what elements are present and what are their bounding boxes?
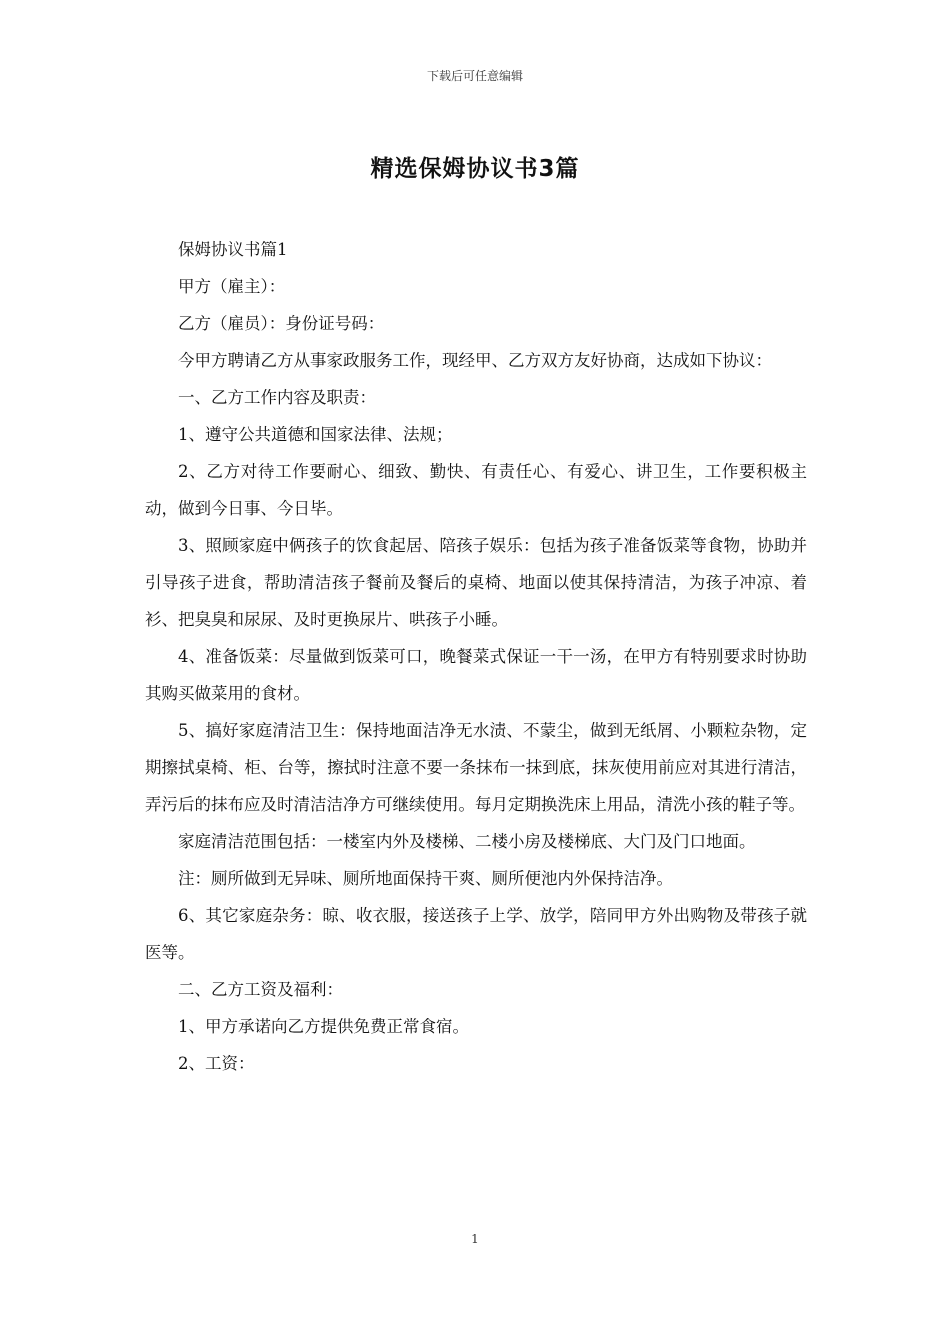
paragraph: 2、乙方对待工作要耐心、细致、勤快、有责任心、有爱心、讲卫生，工作要积极主动，做到今日事、今日毕。 [145, 462, 807, 518]
paragraph: 今甲方聘请乙方从事家政服务工作，现经甲、乙方双方友好协商，达成如下协议： [178, 351, 772, 370]
paragraph: 1、甲方承诺向乙方提供免费正常食宿。 [178, 1017, 469, 1036]
paragraph: 注：厕所做到无异味、厕所地面保持干爽、厕所便池内外保持洁净。 [178, 869, 673, 888]
paragraph: 6、其它家庭杂务：晾、收衣服，接送孩子上学、放学，陪同甲方外出购物及带孩子就医等。 [145, 906, 807, 962]
paragraph: 5、搞好家庭清洁卫生：保持地面洁净无水渍、不蒙尘，做到无纸屑、小颗粒杂物，定期擦拭桌椅、柜、台等，擦拭时注意不要一条抹布一抹到底，抹灰使用前应对其进行清洁，弄污后的抹布应及时清洁洁净方可继续使用。每月定期换洗床上用品，清洗小孩的鞋子等。 [145, 721, 807, 814]
paragraph: 2、工资： [178, 1054, 255, 1073]
paragraph: 甲方（雇主）： [178, 277, 286, 296]
paragraph: 保姆协议书篇1 [178, 240, 288, 259]
paragraph: 一、乙方工作内容及职责： [178, 388, 376, 407]
paragraph: 1、遵守公共道德和国家法律、法规； [178, 425, 453, 444]
paragraph: 乙方（雇员）：身份证号码： [178, 314, 385, 333]
paragraph: 3、照顾家庭中俩孩子的饮食起居、陪孩子娱乐：包括为孩子准备饭菜等食物，协助并引导孩子进食，帮助清洁孩子餐前及餐后的桌椅、地面以使其保持清洁，为孩子冲凉、着衫、把臭臭和尿尿、及时更换尿片、哄孩子小睡。 [145, 536, 807, 629]
document-title: 精选保姆协议书3篇 [370, 156, 580, 182]
paragraph: 4、准备饭菜：尽量做到饭菜可口，晚餐菜式保证一干一汤，在甲方有特别要求时协助其购买做菜用的食材。 [145, 647, 807, 703]
paragraph: 家庭清洁范围包括：一楼室内外及楼梯、二楼小房及楼梯底、大门及门口地面。 [178, 832, 756, 851]
page-header: 下载后可任意编辑 [426, 69, 523, 83]
document-body [145, 231, 807, 1082]
page-number: 1 [471, 1232, 479, 1246]
paragraph: 二、乙方工资及福利： [178, 980, 343, 999]
